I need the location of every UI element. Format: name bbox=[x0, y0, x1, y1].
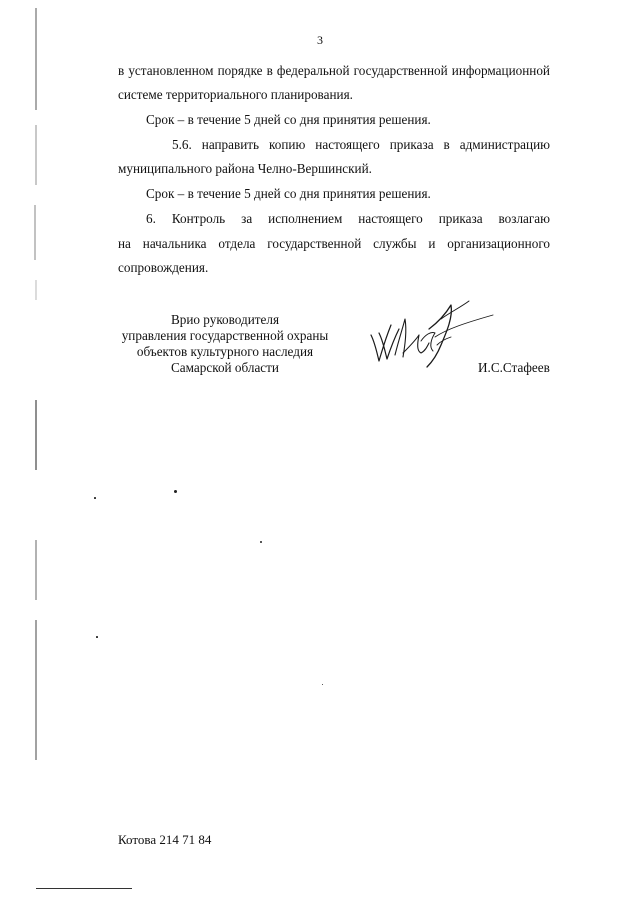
paragraph-line: муниципального района Челно-Вершинский. bbox=[118, 161, 372, 176]
signatory-title-line: Самарской области bbox=[171, 360, 279, 375]
paragraph-line: 5.6. направить копию настоящего приказа в администрацию bbox=[172, 137, 550, 152]
footer-rule bbox=[36, 888, 132, 889]
handwritten-signature bbox=[365, 295, 500, 370]
scan-edge-artifact bbox=[33, 0, 39, 905]
scan-speck bbox=[322, 684, 323, 685]
scan-speck bbox=[260, 541, 262, 543]
deadline-line: Срок – в течение 5 дней со дня принятия решения. bbox=[146, 186, 431, 201]
paragraph-line: сопровождения. bbox=[118, 260, 209, 275]
deadline-line: Срок – в течение 5 дней со дня принятия решения. bbox=[146, 112, 431, 127]
scan-speck bbox=[96, 636, 98, 638]
paragraph-line: 6. Контроль за исполнением настоящего приказа возлагаю bbox=[146, 211, 550, 226]
paragraph-line: системе территориального планирования. bbox=[118, 87, 353, 102]
contact-info: Котова 214 71 84 bbox=[118, 832, 212, 847]
signatory-title-line: Врио руководителя bbox=[170, 312, 280, 327]
page-number: 3 bbox=[317, 33, 323, 47]
signatory-title-line: управления государственной охраны bbox=[121, 328, 329, 343]
scan-speck bbox=[94, 497, 96, 499]
signatory-title bbox=[100, 312, 350, 376]
paragraph-line: в установленном порядке в федеральной государственной информационной bbox=[118, 63, 550, 78]
signatory-name: И.С.Стафеев bbox=[478, 360, 550, 375]
signatory-title-line: объектов культурного наследия bbox=[136, 344, 314, 359]
scan-speck bbox=[174, 490, 177, 493]
paragraph-line: на начальника отдела государственной службы и организационного bbox=[118, 236, 550, 251]
